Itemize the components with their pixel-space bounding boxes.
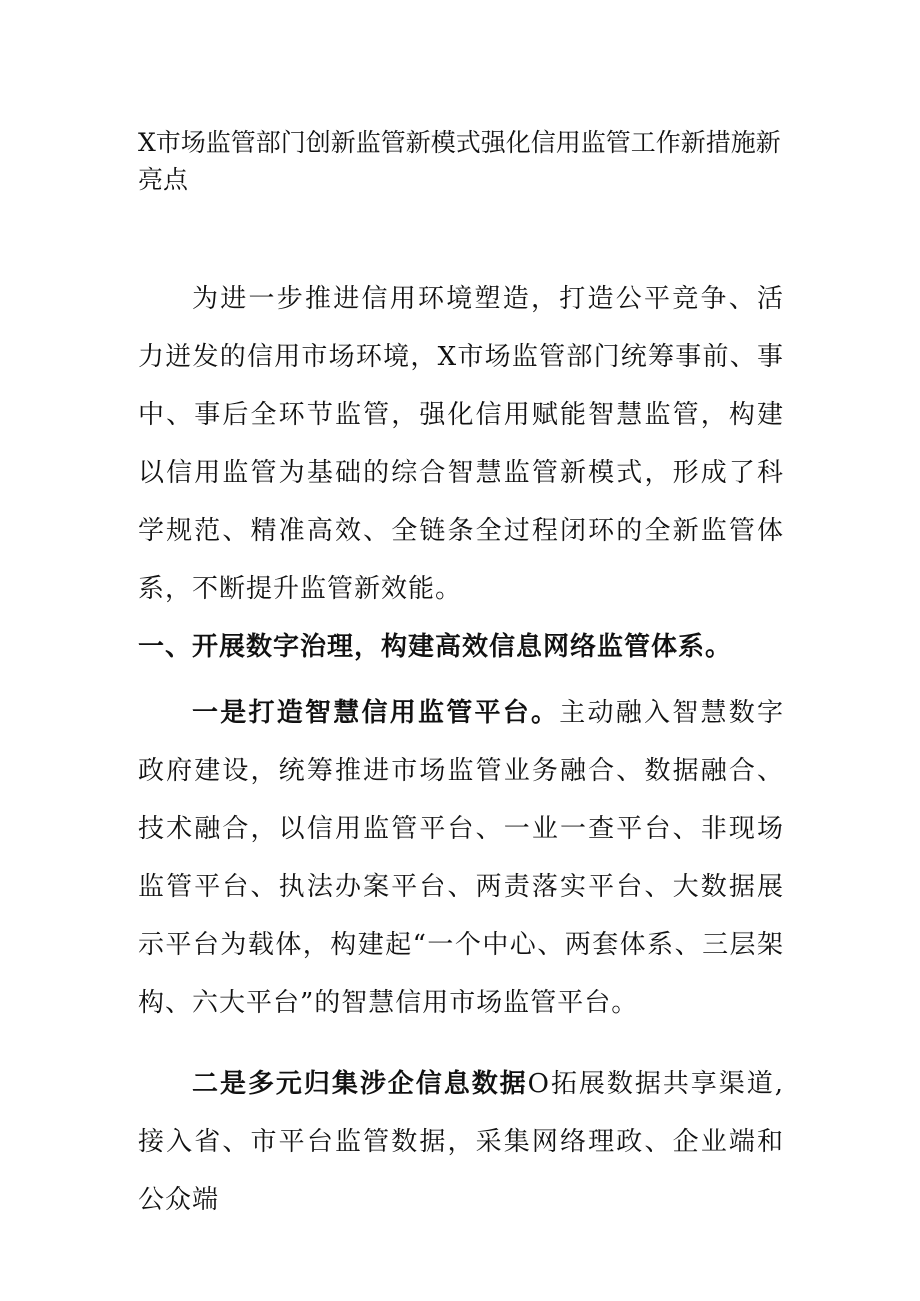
paragraph-text: 主动融入智慧数字政府建设，统筹推进市场监管业务融合、数据融合、技术融合，以信用监管平台、一业一查平台、非现场监管平台、执法办案平台、两责落实平台、大数据展示平台为载体，构建起“一个中心、两套体系、三层架构、六大平台”的智慧信用市场监管平台。	[138, 698, 784, 1018]
intro-paragraph: 为进一步推进信用环境塑造，打造公平竞争、活力迸发的信用市场环境，X市场监管部门统筹事前、事中、事后全环节监管，强化信用赋能智慧监管，构建以信用监管为基础的综合智慧监管新模式，形成了科学规范、精准高效、全链条全过程闭环的全新监管体系，不断提升监管新效能。	[138, 284, 784, 604]
paragraph-platform	[138, 684, 784, 1032]
paragraph-lead: 一是打造智慧信用监管平台。	[192, 698, 560, 728]
paragraph-data	[138, 1055, 784, 1229]
paragraph-lead: 二是多元归集涉企信息数据	[192, 1069, 528, 1099]
document-title: X市场监管部门创新监管新模式强化信用监管工作新措施新亮点	[138, 128, 781, 194]
section-heading: 一、开展数字治理，构建高效信息网络监管体系。	[138, 632, 733, 662]
paragraph-text: O拓展数据共享渠道,接入省、市平台监管数据，采集网络理政、企业端和公众端	[138, 1069, 784, 1215]
